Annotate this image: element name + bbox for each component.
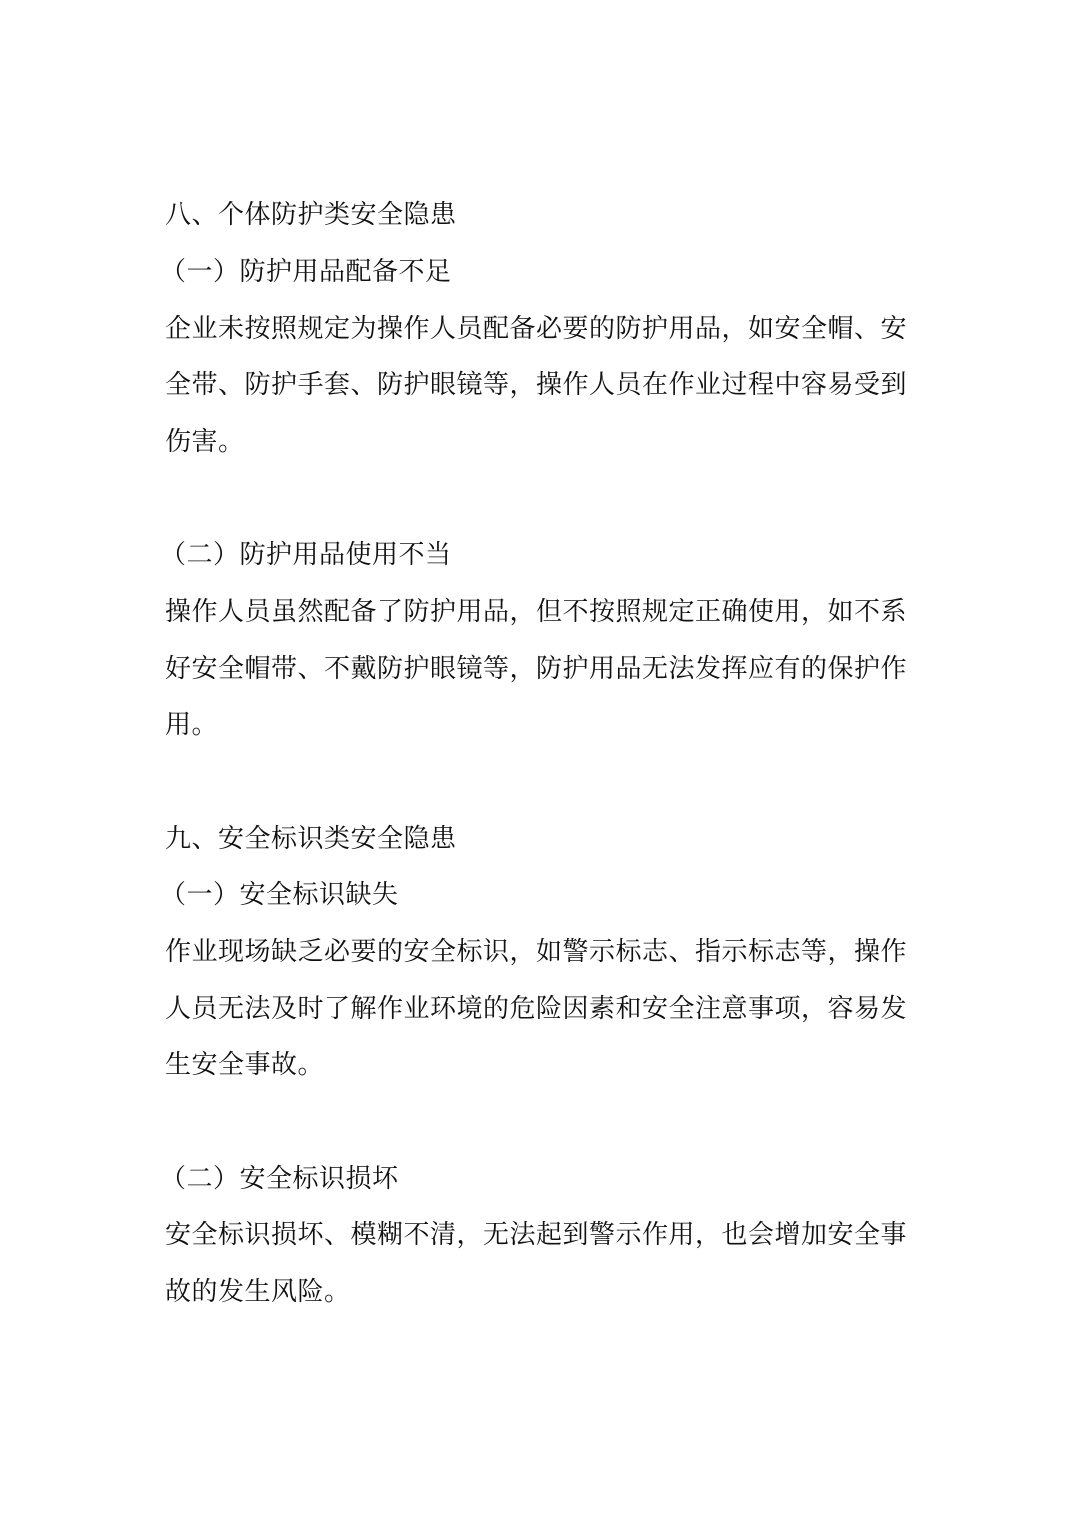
section-heading: 八、个体防护类安全隐患 [165,200,457,230]
paragraph-line: 好安全帽带、不戴防护眼镜等，防护用品无法发挥应有的保护作 [165,654,908,684]
paragraph-line: 伤害。 [165,427,245,457]
paragraph-line: 操作人员虽然配备了防护用品，但不按照规定正确使用，如不系 [165,597,908,627]
subsection-title: （一）安全标识缺失 [160,880,399,910]
paragraph-line: 企业未按照规定为操作人员配备必要的防护用品，如安全帽、安 [165,314,908,344]
paragraph-line: 人员无法及时了解作业环境的危险因素和安全注意事项，容易发 [165,994,908,1024]
section-heading: 九、安全标识类安全隐患 [165,824,457,854]
paragraph-line: 生安全事故。 [165,1050,325,1080]
subsection-title: （二）安全标识损坏 [160,1164,399,1194]
paragraph-line: 全带、防护手套、防护眼镜等，操作人员在作业过程中容易受到 [165,370,908,400]
paragraph-line: 故的发生风险。 [165,1277,351,1307]
paragraph-line: 安全标识损坏、模糊不清，无法起到警示作用，也会增加安全事 [165,1220,908,1250]
paragraph-line: 用。 [165,710,219,740]
paragraph-line: 作业现场缺乏必要的安全标识，如警示标志、指示标志等，操作 [165,937,908,967]
subsection-title: （一）防护用品配备不足 [160,257,452,287]
subsection-title: （二）防护用品使用不当 [160,540,452,570]
